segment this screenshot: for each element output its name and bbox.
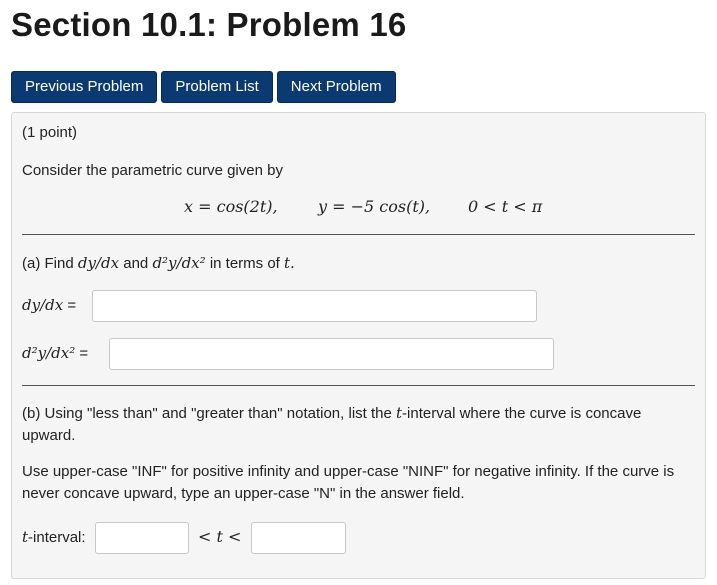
interval-label-text: -interval: bbox=[28, 529, 86, 546]
part-a-prompt-end: in terms of bbox=[209, 255, 280, 272]
divider bbox=[22, 385, 695, 386]
problem-list-button[interactable]: Problem List bbox=[161, 71, 272, 103]
d2ydx2-equals: = bbox=[79, 345, 89, 362]
dydx-equals: = bbox=[67, 297, 77, 314]
problem-navigation bbox=[11, 71, 400, 103]
d2ydx2-label-row bbox=[22, 344, 88, 362]
divider bbox=[22, 234, 695, 235]
part-b-instructions: Use upper-case "INF" for positive infinity and upper-case "NINF" for negative infinity. If the curve is never concave upward, type an upper-case "N" in the answer field. bbox=[22, 463, 675, 502]
dydx-answer-input[interactable] bbox=[92, 290, 537, 322]
part-b-prompt-end: -interval where the curve is concave upward. bbox=[22, 405, 642, 444]
d2ydx2-answer-input[interactable] bbox=[109, 338, 554, 370]
next-problem-button[interactable]: Next Problem bbox=[277, 71, 396, 103]
point-value: (1 point) bbox=[22, 124, 78, 141]
d2ydx2-label: d²y/dx² bbox=[22, 344, 76, 362]
interval-upper-input[interactable] bbox=[251, 522, 346, 554]
equation-t-range: 0 < t < π bbox=[468, 197, 543, 216]
problem-intro: Consider the parametric curve given by bbox=[22, 162, 283, 179]
part-a-dydx: dy/dx bbox=[77, 254, 120, 272]
page-title: Section 10.1: Problem 16 bbox=[11, 6, 407, 43]
part-b-prompt-start: (b) Using "less than" and "greater than" notation, list the bbox=[22, 405, 392, 422]
dydx-label: dy/dx bbox=[22, 296, 64, 314]
problem-panel bbox=[11, 112, 706, 579]
part-a-prompt bbox=[22, 254, 295, 272]
part-b-t: t bbox=[396, 404, 403, 422]
part-a-prompt-start: (a) Find bbox=[22, 255, 74, 272]
interval-label bbox=[22, 528, 86, 546]
equation-x: x = cos(2t), bbox=[184, 197, 278, 216]
interval-t: t bbox=[22, 528, 29, 546]
equation-y: y = −5 cos(t), bbox=[318, 197, 431, 216]
interval-inequality: < t < bbox=[198, 527, 242, 546]
part-a-t: t. bbox=[284, 254, 295, 272]
part-a-d2ydx2: d²y/dx² bbox=[152, 254, 206, 272]
interval-lower-input[interactable] bbox=[95, 522, 189, 554]
part-a-and: and bbox=[123, 255, 149, 272]
previous-problem-button[interactable]: Previous Problem bbox=[11, 71, 157, 103]
dydx-label-row bbox=[22, 296, 76, 314]
part-b-prompt bbox=[22, 402, 692, 447]
